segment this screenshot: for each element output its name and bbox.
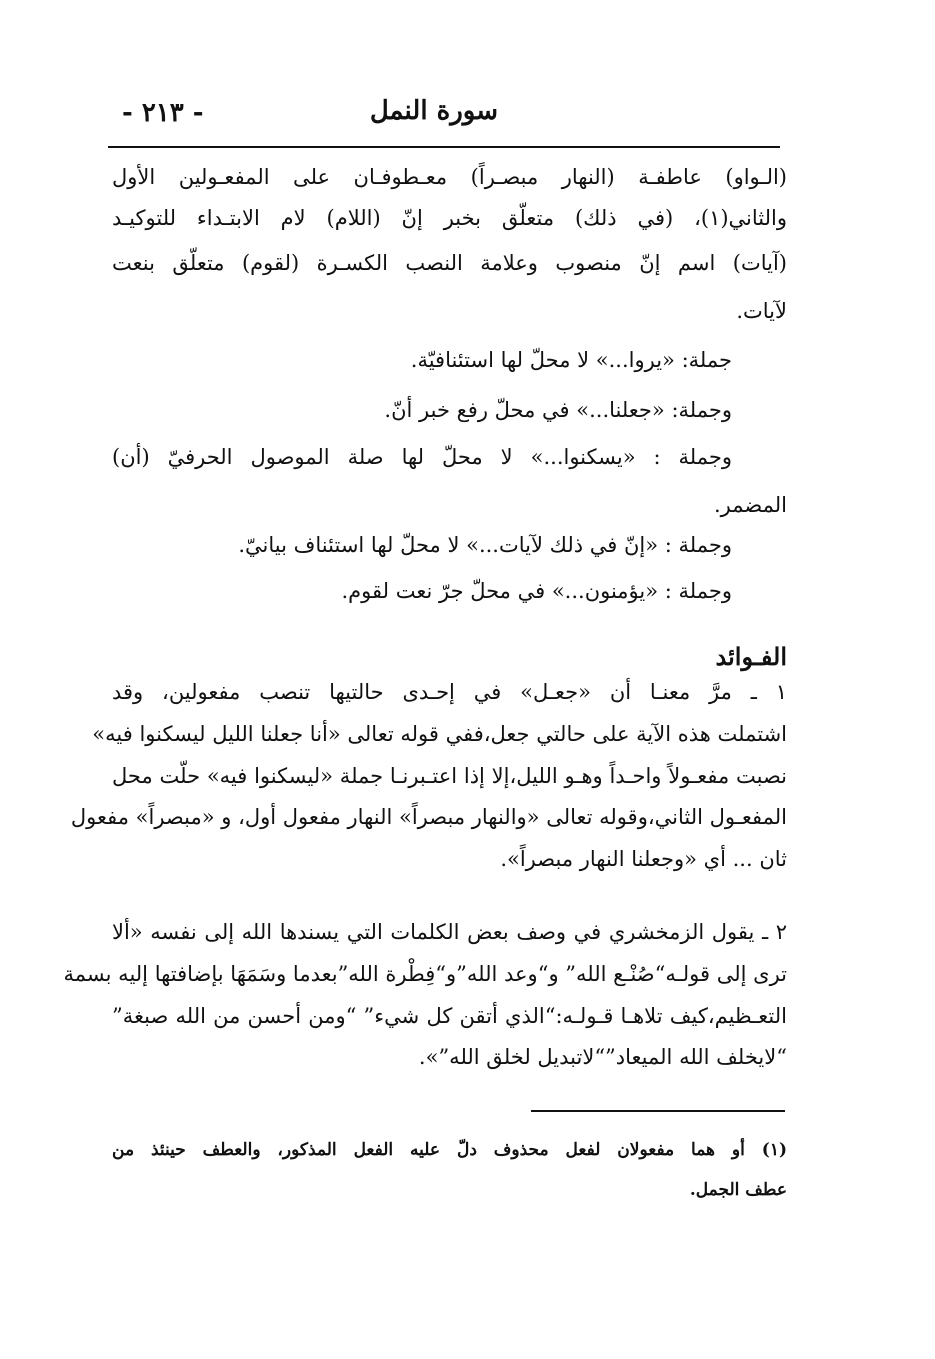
footnote-line2: عطف الجمل. (689, 1180, 787, 1200)
benefit2-line3: التعـظيم،كيف تلاهـا قـولـه:“الذي أتقن كل شيء” “ومن أحسن من الله صبغة” (112, 1004, 787, 1028)
sentence-3: وجملة : «يسكنوا...» لا محلّ لها صلة الموصول الحرفيّ (أن) (112, 445, 732, 469)
sentence-3-continued: المضمر. (714, 493, 787, 517)
footnote-line1: (١) أو هما مفعولان لفعل محذوف دلّ عليه الفعل المذكور، والعطف حينئذ من (112, 1140, 787, 1160)
sentence-2: وجملة: «جعلنا...» في محلّ رفع خبر أنّ. (384, 398, 732, 422)
benefit1-line1: ١ ـ مرَّ معنـا أن «جعـل» في إحـدى حالتيها تنصب مفعولين، وقد (112, 680, 787, 704)
page-header (112, 96, 788, 144)
benefits-heading: الفـوائد (715, 642, 787, 671)
page-number: - ٢١٣ - (122, 98, 204, 128)
benefit2-line4: “لايخلف الله الميعاد”“لاتبديل لخلق الله”». (418, 1045, 787, 1069)
benefit2-line1: ٢ ـ يقول الزمخشري في وصف بعض الكلمات التي يسندها الله إلى نفسه «ألا (112, 920, 787, 944)
sentence-1: جملة: «يروا...» لا محلّ لها استئنافيّة. (410, 348, 732, 372)
footnote-divider (531, 1110, 785, 1112)
paragraph1-line1: (الـواو) عاطفـة (النهار مبصـراً) معـطوفـان على المفعـولين الأول (112, 165, 787, 189)
benefit1-line2: اشتملت هذه الآية على حالتي جعل،ففي قوله تعالى «أنا جعلنا الليل ليسكنوا فيه» (92, 722, 787, 746)
paragraph1-line2: والثاني(١)، (في ذلك) متعلّق بخبر إنّ (اللام) لام الابتـداء للتوكيـد (112, 206, 787, 230)
benefit1-line3: نصبت مفعـولاً واحـداً وهـو الليل،إلا إذا اعتـبرنـا جملة «ليسكنوا فيه» حلّت محل (112, 764, 787, 788)
header-divider (108, 146, 780, 148)
sentence-4: وجملة : «إنّ في ذلك لآيات...» لا محلّ لها استئناف بيانيّ. (238, 533, 732, 557)
paragraph1-line3: (آيات) اسم إنّ منصوب وعلامة النصب الكسـرة (لقوم) متعلّق بنعت (112, 251, 787, 275)
surah-title: سورة النمل (369, 96, 498, 126)
benefit1-line4: المفعـول الثاني،وقوله تعالى «والنهار مبصراً» النهار مفعول أول، و «مبصراً» مفعول (70, 805, 787, 829)
benefit1-line5: ثان ... أي «وجعلنا النهار مبصراً». (500, 847, 787, 871)
sentence-5: وجملة : «يؤمنون...» في محلّ جرّ نعت لقوم. (341, 579, 732, 603)
paragraph1-line4: لآيات. (736, 299, 787, 323)
benefit2-line2: ترى إلى قولـه“صُنْـع الله” و“وعد الله”و“فِطْرة الله”بعدما وسَمَهَا بإضافتها إليه بسمة (63, 962, 787, 986)
